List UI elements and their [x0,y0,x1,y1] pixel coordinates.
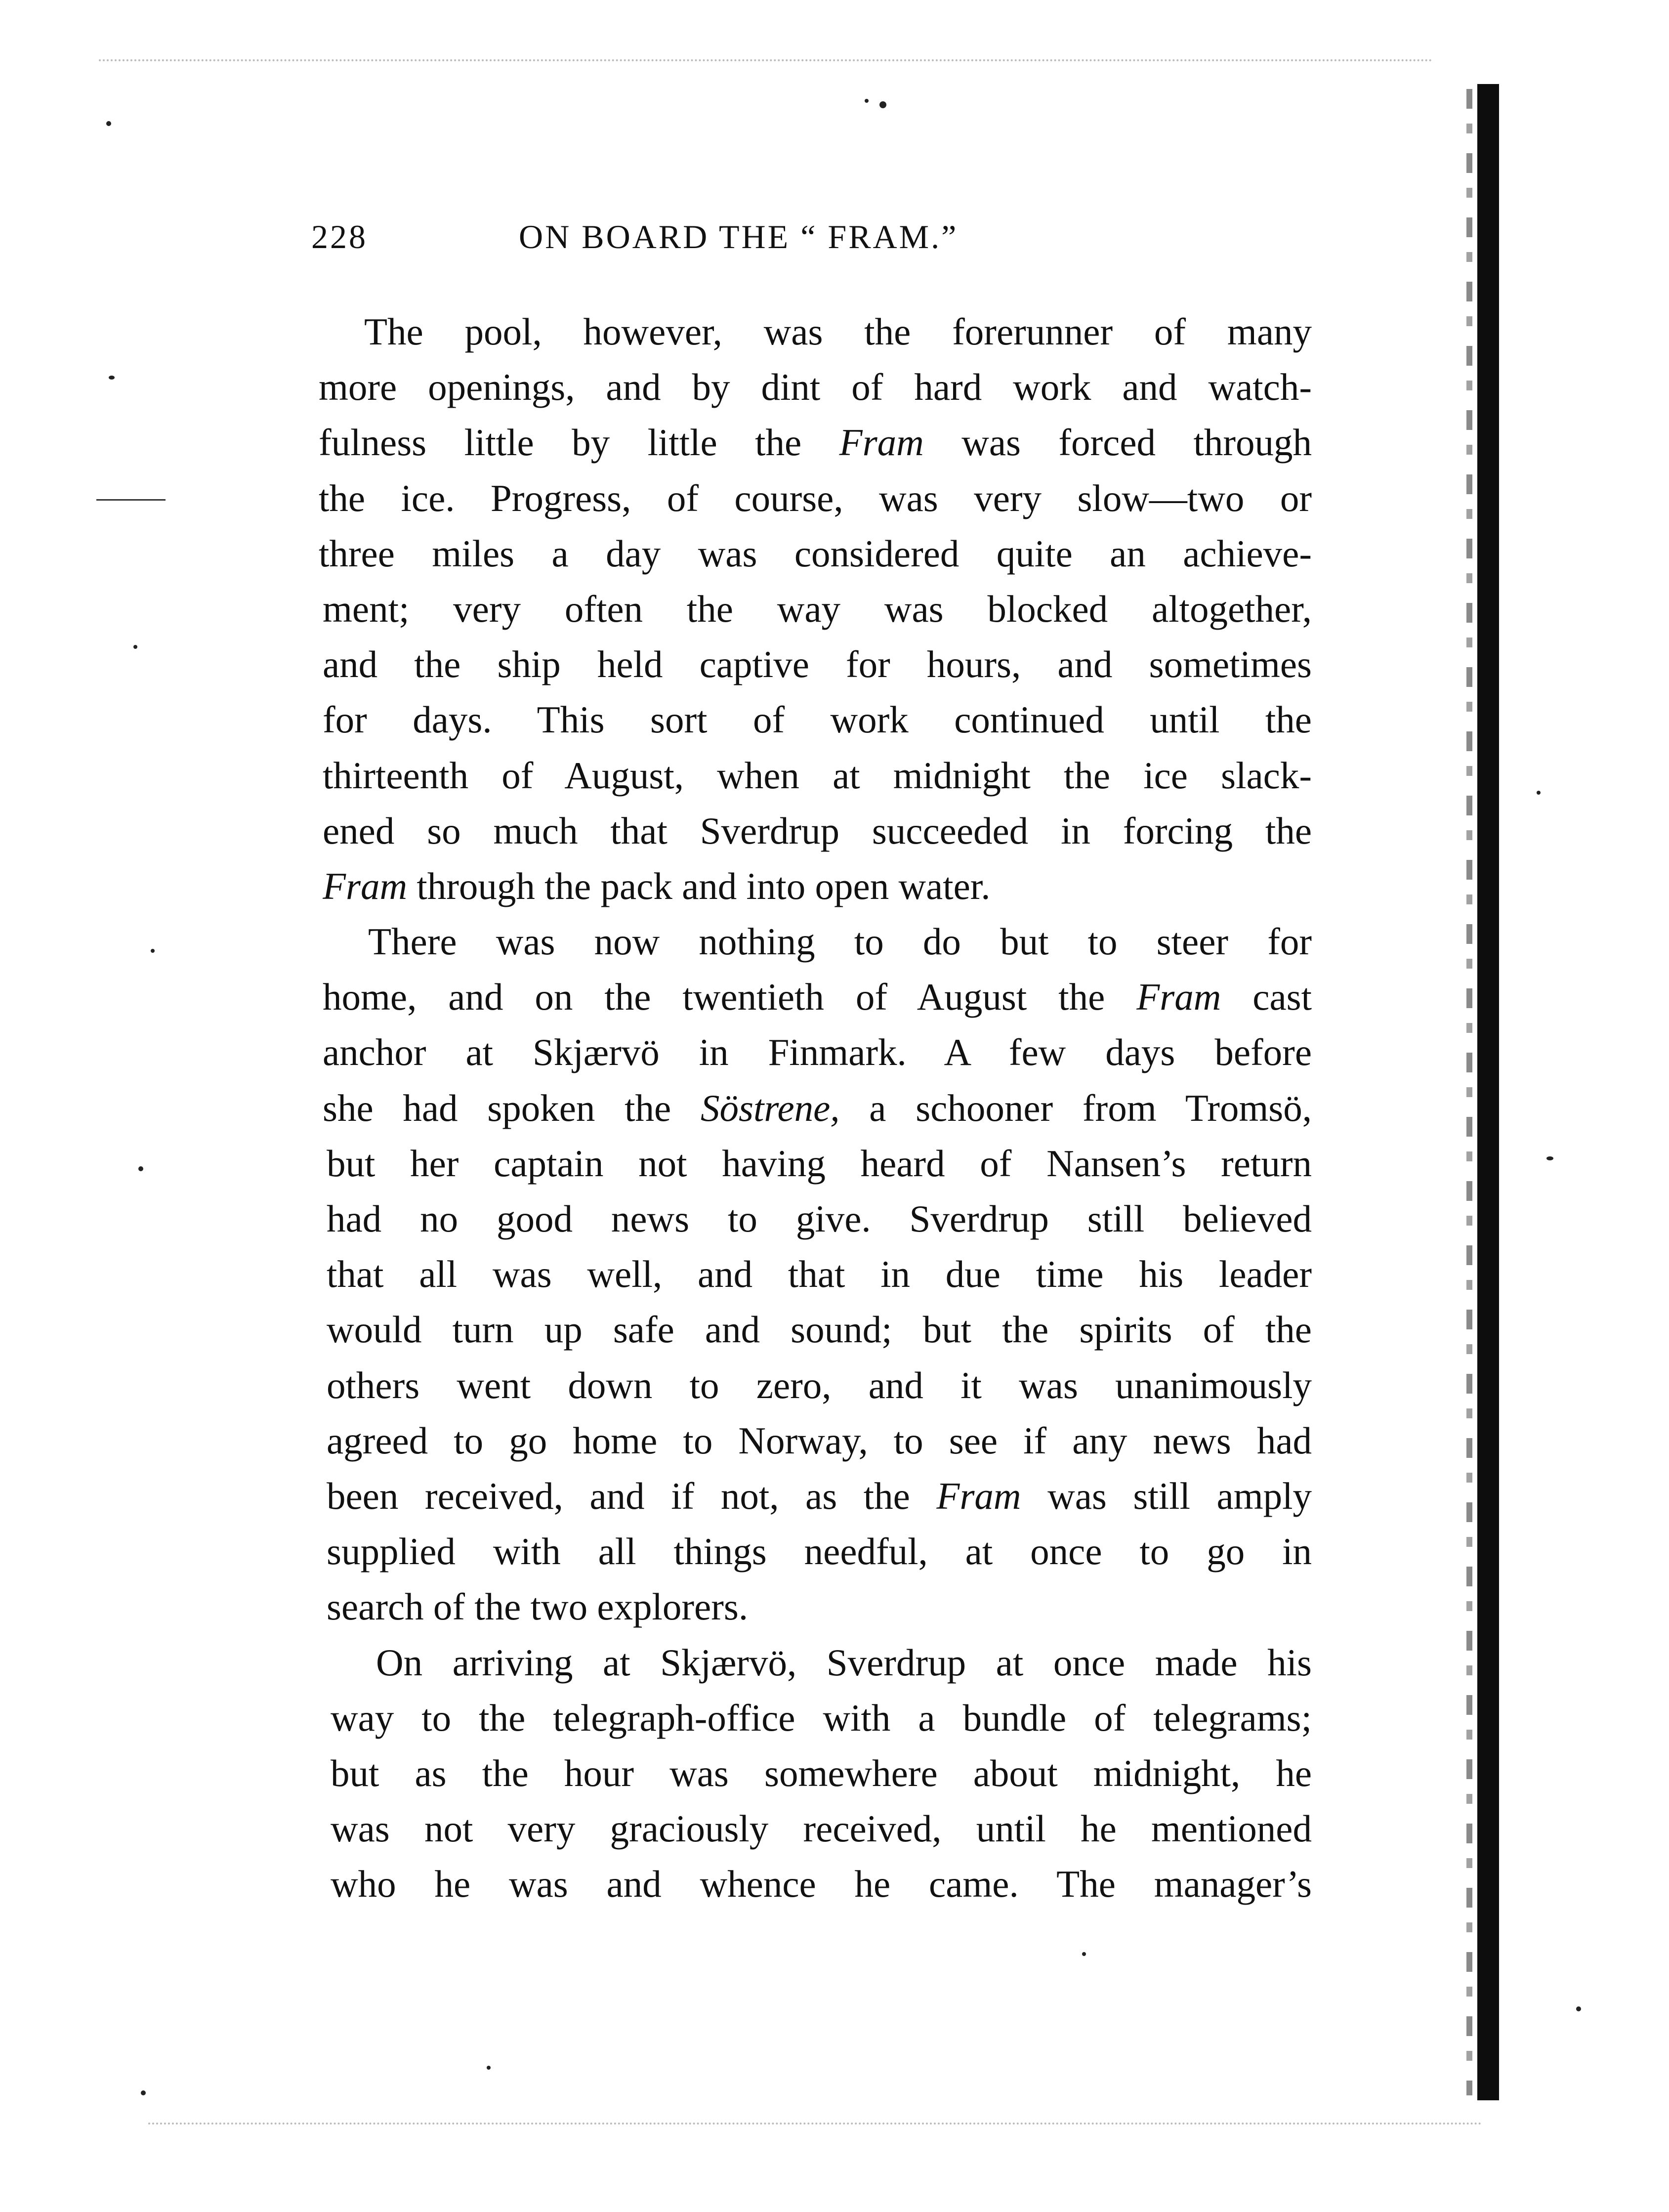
text-line: On arriving at Skjærvö, Sverdrup at once made his [376,1641,1312,1684]
text-line: The pool, however, was the forerunner of many [364,310,1312,353]
text-line: had no good news to give. Sverdrup still believed [327,1197,1312,1240]
text-line: more openings, and by dint of hard work and watch- [319,366,1312,409]
top-scan-edge [99,59,1433,61]
binding-shadow [1466,89,1472,2095]
text-line: who he was and whence he came. The manager’s [331,1863,1312,1906]
text-line: ment; very often the way was blocked altogether, [323,587,1312,630]
italic-ship-name: Fram [936,1474,1021,1517]
scan-speck [879,101,886,108]
running-title: ON BOARD THE “ FRAM.” [519,218,959,255]
text-line: but as the hour was somewhere about midnight, he [331,1751,1312,1794]
text-line: supplied with all things needful, at once to go in [327,1530,1312,1573]
scan-speck [1537,791,1541,795]
scan-speck [487,2066,491,2070]
text-line: fulness little by little the Fram was forced through [319,421,1312,464]
text-line: would turn up safe and sound; but the spirits of the [327,1308,1312,1351]
text-line: that all was well, and that in due time his leader [327,1253,1312,1296]
text-line: There was now nothing to do but to steer for [368,920,1312,963]
text-line: ened so much that Sverdrup succeeded in forcing the [323,809,1312,852]
italic-ship-name: Söstrene, [700,1086,840,1129]
scan-speck [109,376,115,380]
text-line: the ice. Progress, of course, was very slow—two or [319,476,1312,519]
scan-speck [865,99,869,103]
scan-speck [141,2090,146,2095]
text-line: for days. This sort of work continued until the [323,698,1312,741]
italic-ship-name: Fram [323,864,408,907]
page-number: 228 [311,218,368,255]
text-line: been received, and if not, as the Fram was still amply [327,1474,1312,1517]
scan-speck [1576,2006,1581,2011]
text-line: search of the two explorers. [327,1585,749,1628]
scan-speck [106,121,111,126]
running-head [311,217,1309,262]
text-line: but her captain not having heard of Nansen’s return [327,1142,1312,1185]
text-line: she had spoken the Söstrene, a schooner from Tromsö, [323,1086,1312,1129]
italic-ship-name: Fram [1136,976,1221,1019]
body-text [319,304,1312,1912]
scan-speck [1082,1952,1086,1956]
text-line: home, and on the twentieth of August the Fram cast [323,976,1312,1019]
scan-speck [138,1166,143,1171]
text-line: was not very graciously received, until he mentioned [331,1807,1312,1850]
text-line: thirteenth of August, when at midnight the ice slack- [323,754,1312,797]
scan-speck [151,949,155,953]
text-line: way to the telegraph-office with a bundle of telegrams; [331,1696,1312,1739]
text-line: three miles a day was considered quite an achieve- [319,532,1312,575]
binding-edge [1477,84,1499,2100]
margin-mark [96,499,166,501]
bottom-scan-edge [148,2123,1482,2125]
italic-ship-name: Fram [839,421,924,464]
text-line: Fram through the pack and into open water. [323,864,991,907]
scan-speck [133,645,137,649]
text-line: and the ship held captive for hours, and sometimes [323,643,1312,686]
text-line: anchor at Skjærvö in Finmark. A few days before [323,1031,1312,1074]
text-line: others went down to zero, and it was unanimously [327,1363,1312,1406]
scan-speck [1546,1156,1553,1160]
text-line: agreed to go home to Norway, to see if any news had [327,1419,1312,1462]
